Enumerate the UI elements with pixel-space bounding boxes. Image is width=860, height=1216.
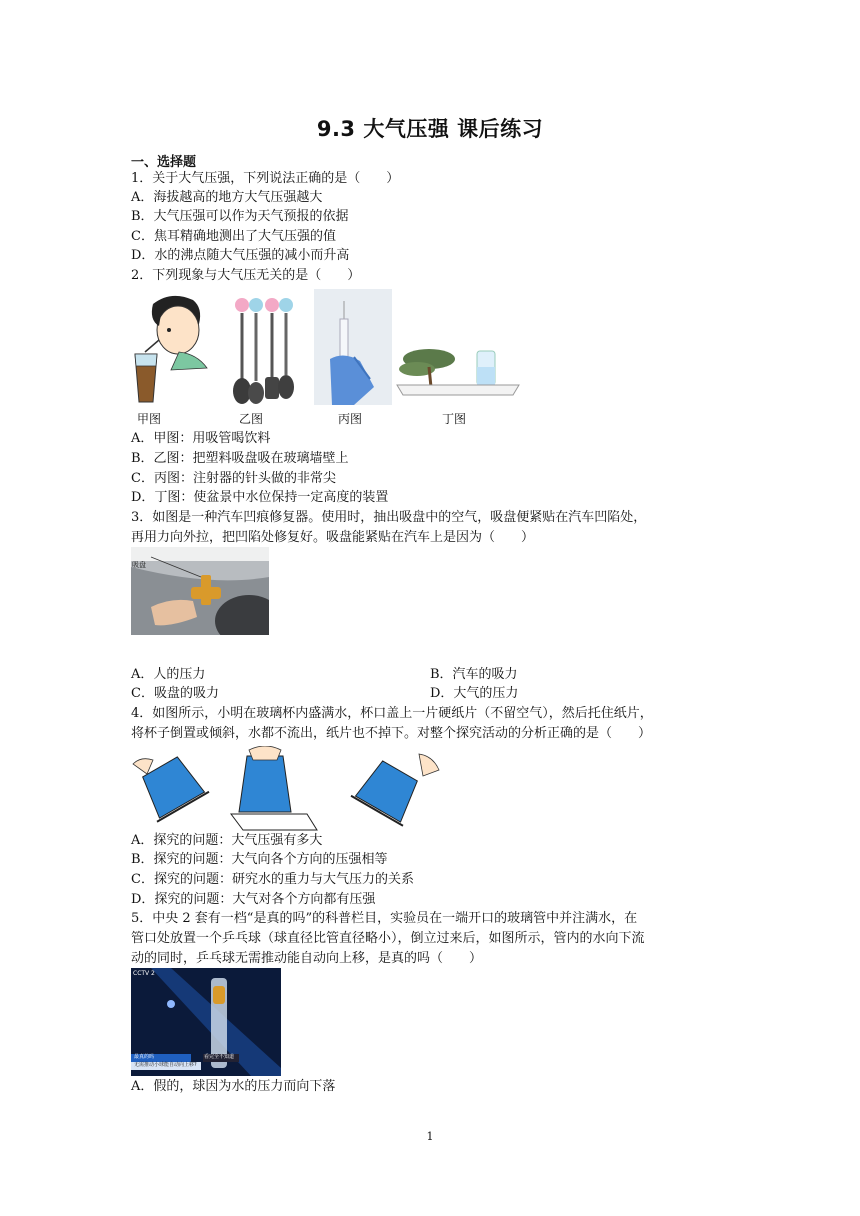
- q3-option-c: C．吸盘的吸力: [131, 686, 219, 701]
- q1-option-d: D．水的沸点随大气压强的减小而升高: [131, 248, 350, 263]
- q2-option-d: D．丁图：使盆景中水位保持一定高度的装置: [131, 490, 389, 505]
- q5-stem-line1: 5．中央 2 套有一档“是真的吗”的科普栏目，实验员在一端开口的玻璃管中并注满水，在: [131, 911, 638, 926]
- boy-drinking-straw-image: [131, 290, 211, 410]
- q4-option-a: A．探究的问题：大气压强有多大: [131, 833, 323, 848]
- tv-caption-title: 最真的吗: [134, 1054, 155, 1060]
- q5-stem-line3: 动的同时，乒乓球无需推动能自动向上移，是真的吗（ ）: [131, 951, 483, 966]
- tv-caption-question: 无需推动小球能自动向上移?: [134, 1062, 197, 1068]
- q4-option-c: C．探究的问题：研究水的重力与大气压力的关系: [131, 872, 414, 887]
- caption-ding: 丁图: [442, 412, 467, 426]
- q3-option-d: D．大气的压力: [430, 686, 519, 701]
- q3-option-b: B．汽车的吸力: [430, 667, 518, 682]
- q1-option-c: C．焦耳精确地测出了大气压强的值: [131, 229, 336, 244]
- q2-option-a: A．甲图：用吸管喝饮料: [131, 431, 271, 446]
- syringe-gloved-hand-image: [314, 289, 392, 405]
- car-dent-repair-image: [131, 547, 269, 635]
- caption-jia: 甲图: [137, 412, 162, 426]
- inverted-cup-experiment-image: [131, 746, 443, 832]
- q1-option-b: B．大气压强可以作为天气预报的依据: [131, 209, 349, 224]
- q1-option-a: A．海拔越高的地方大气压强越大: [131, 190, 323, 205]
- caption-yi: 乙图: [239, 412, 264, 426]
- q1-stem: 1．关于大气压强，下列说法正确的是（ ）: [131, 171, 400, 186]
- q5-option-a: A．假的，球因为水的压力而向下落: [131, 1079, 336, 1094]
- q4-option-b: B．探究的问题：大气向各个方向的压强相等: [131, 852, 388, 867]
- q5-stem-line2: 管口处放置一个乒乓球（球直径比管直径略小），倒立过来后，如图所示，管内的水向下流: [131, 931, 645, 946]
- q3-stem-line1: 3．如图是一种汽车凹痕修复器。使用时，抽出吸盘中的空气，吸盘便紧贴在汽车凹陷处，: [131, 510, 647, 525]
- tv-channel-logo: CCTV 2: [133, 970, 155, 977]
- suction-hooks-utensils-image: [228, 295, 300, 407]
- q4-stem-line1: 4．如图所示，小明在玻璃杯内盛满水，杯口盖上一片硬纸片（不留空气），然后托住纸片，: [131, 706, 653, 721]
- q4-stem-line2: 将杯子倒置或倾斜，水都不流出，纸片也不掉下。对整个探究活动的分析正确的是（ ）: [131, 726, 652, 741]
- q2-option-b: B．乙图：把塑料吸盘吸在玻璃墙壁上: [131, 451, 349, 466]
- page-number: 1: [426, 1130, 434, 1143]
- q2-option-c: C．丙图：注射器的针头做的非常尖: [131, 471, 336, 486]
- suction-cup-label: 吸盘: [132, 561, 146, 569]
- q3-option-a: A．人的压力: [131, 667, 206, 682]
- section-heading: 一、选择题: [131, 155, 197, 170]
- q3-stem-line2: 再用力向外拉，把凹陷处修复好。吸盘能紧贴在汽车上是因为（ ）: [131, 530, 535, 545]
- q4-option-d: D．探究的问题：大气对各个方向都有压强: [131, 892, 376, 907]
- caption-bing: 丙图: [338, 412, 363, 426]
- bonsai-water-device-image: [395, 345, 521, 397]
- page-title: 9.3 大气压强 课后练习: [316, 117, 544, 141]
- q2-stem: 2．下列现象与大气压无关的是（ ）: [131, 268, 361, 283]
- tv-caption-note: 看完全不知道: [204, 1054, 235, 1060]
